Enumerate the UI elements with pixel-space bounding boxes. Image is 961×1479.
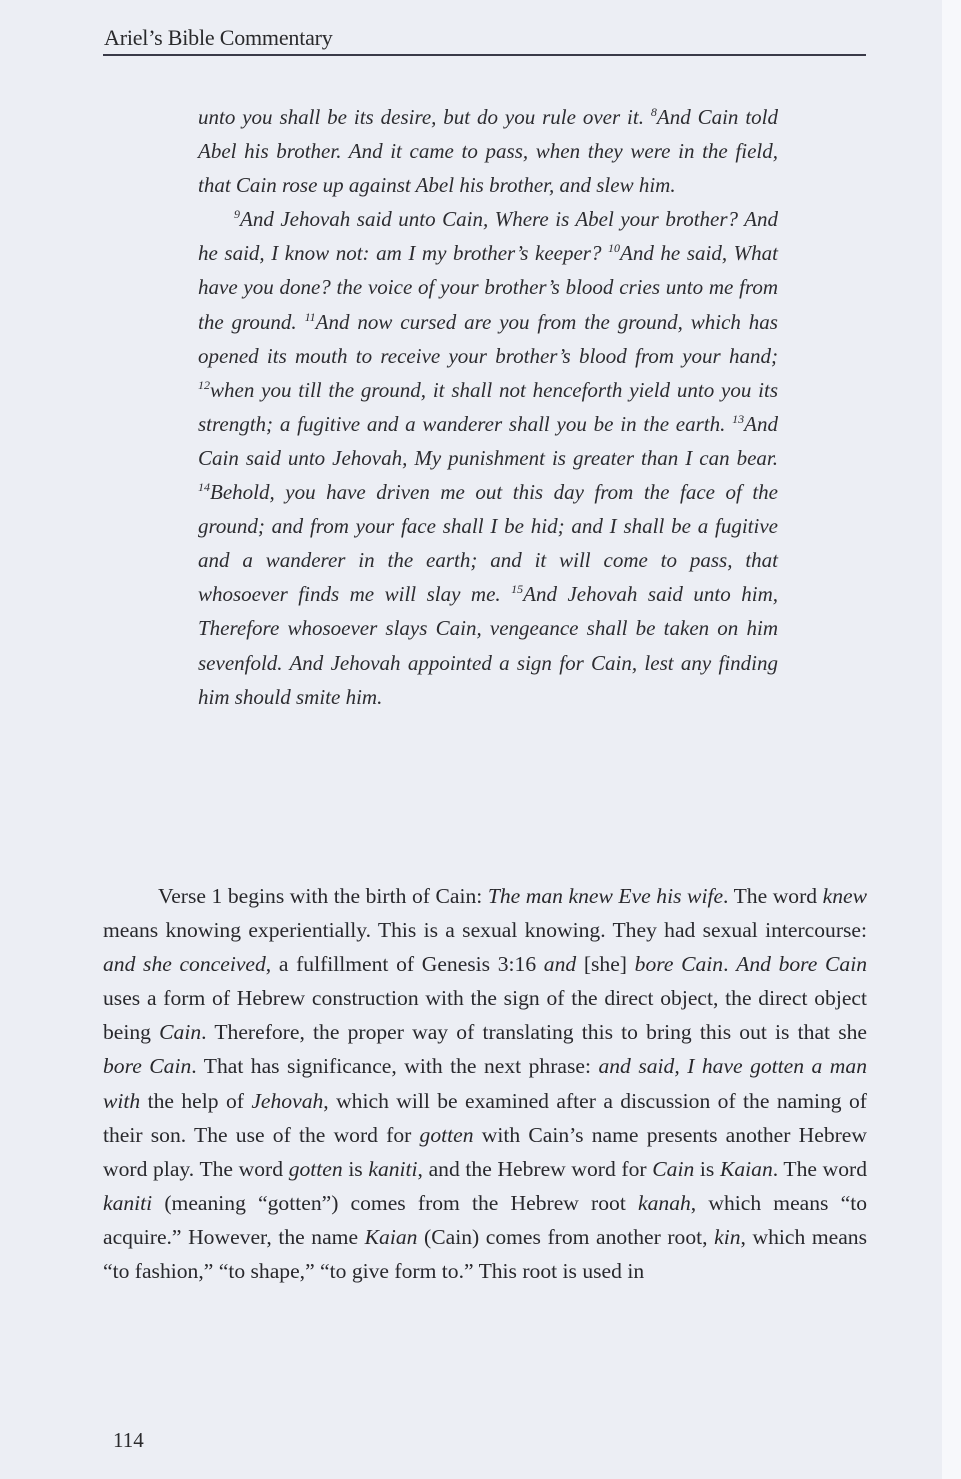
text-run: the help of [140,1088,252,1113]
verse-number: 8 [650,105,657,119]
verse-text: And Cain told Abel his brother. And it came to pass, when they were in the field, that Cain rose up against Abel his brother, and slew him. [198,105,778,198]
verse-text: Behold, you have driven me out this day from the face of the ground; and from your face shall I be hid; and I shall be a fugitive and a wanderer in the earth; and it will come to pass, that whosoever finds me will slay me. [198,480,778,607]
running-head: Ariel’s Bible Commentary [104,25,333,50]
quoted-text: The man knew Eve his wife [487,884,724,908]
quoted-text: And bore Cain [736,952,867,977]
text-run: . The word [772,1156,867,1181]
commentary-text [103,879,867,1288]
text-run: (meaning “gotten”) comes from the Hebrew root [152,1190,639,1215]
text-run: , which will be examined after a discussion of the naming of their son. The use of the word for [103,1088,867,1147]
text-run: . [723,952,737,977]
verse-text: And Cain said unto Jehovah, My punishment is greater than I can bear. [198,411,778,470]
verse-number: 13 [732,411,745,426]
text-run: is [342,1156,369,1181]
quoted-text: gotten [419,1122,474,1147]
quoted-text: and [543,952,577,977]
verse-text: when you till the ground, it shall not henceforth yield unto you its strength; a fugitive and a wanderer shall you be in the earth. [198,377,778,436]
quoted-text: Kaian [719,1156,773,1181]
verse-number: 12 [198,377,210,392]
text-run: . The word [723,884,823,908]
quoted-text: and she conceived [103,952,266,977]
text-run: . Therefore, the proper way of translating this to bring this out is that she [201,1020,867,1045]
verse-number: 11 [304,309,316,324]
quoted-text: bore Cain [103,1054,192,1079]
text-run: uses a form of Hebrew construction with the sign of the direct object, the direct object being [103,986,867,1045]
quoted-text: and said, I have gotten a man with [103,1054,867,1113]
quoted-text: bore Cain [634,952,724,977]
text-run: , a fulfillment of Genesis 3:16 [265,952,544,977]
text-run: , which means “to fashion,” “to shape,” “to give form to.” This root is used in [103,1224,867,1284]
quoted-text: kanah [638,1190,691,1215]
quoted-text: gotten [288,1156,343,1181]
verse-text: unto you shall be its desire, but do you rule over it. [198,105,651,129]
text-run: , and the Hebrew word for [417,1156,653,1181]
quoted-text: knew [822,884,868,908]
verse-text: And Jehovah said unto Cain, Where is Abel your brother? And he said, I know not: am I my brother’s keeper? [198,207,778,266]
text-run: , which means “to acquire.” However, the name [103,1190,867,1249]
scripture-quote [198,100,778,714]
scripture-paragraph [198,100,778,202]
quoted-text: kaniti [103,1190,153,1215]
text-run: . That has significance, with the next phrase: [191,1054,599,1079]
verse-number: 10 [608,241,621,256]
verse-text: And he said, What have you done? the voice of your brother’s blood cries unto me from the ground. [198,241,778,334]
verse-number: 14 [198,480,210,495]
text-run: [she] [576,952,635,977]
verse-number: 9 [234,207,240,222]
text-run: means knowing experientially. This is a sexual knowing. They had sexual intercourse: [103,918,867,943]
verse-text: And now cursed are you from the ground, which has opened its mouth to receive your brother’s blood from your hand; [198,309,778,368]
scripture-paragraph [198,202,778,713]
quoted-text: kaniti [368,1156,418,1181]
verse-number: 15 [511,582,524,597]
text-run: with Cain’s name presents another Hebrew word play. The word [103,1122,867,1181]
page-edge [942,0,961,1479]
commentary-paragraph [103,879,867,1288]
header-rule [103,54,866,56]
quoted-text: Cain [159,1020,202,1045]
quoted-text: Kaian [364,1224,418,1249]
page-number: 114 [113,1428,144,1452]
text-run: (Cain) comes from another root, [417,1224,715,1249]
text-run: is [694,1156,720,1181]
verse-text: And Jehovah said unto him, Therefore whosoever slays Cain, vengeance shall be taken on him sevenfold. And Jehovah appointed a sign for Cain, lest any finding him should smite him. [198,582,778,709]
quoted-text: Jehovah [251,1088,324,1113]
quoted-text: Cain [652,1156,695,1181]
quoted-text: kin [714,1224,741,1249]
text-run: Verse 1 begins with the birth of Cain: [158,884,488,908]
